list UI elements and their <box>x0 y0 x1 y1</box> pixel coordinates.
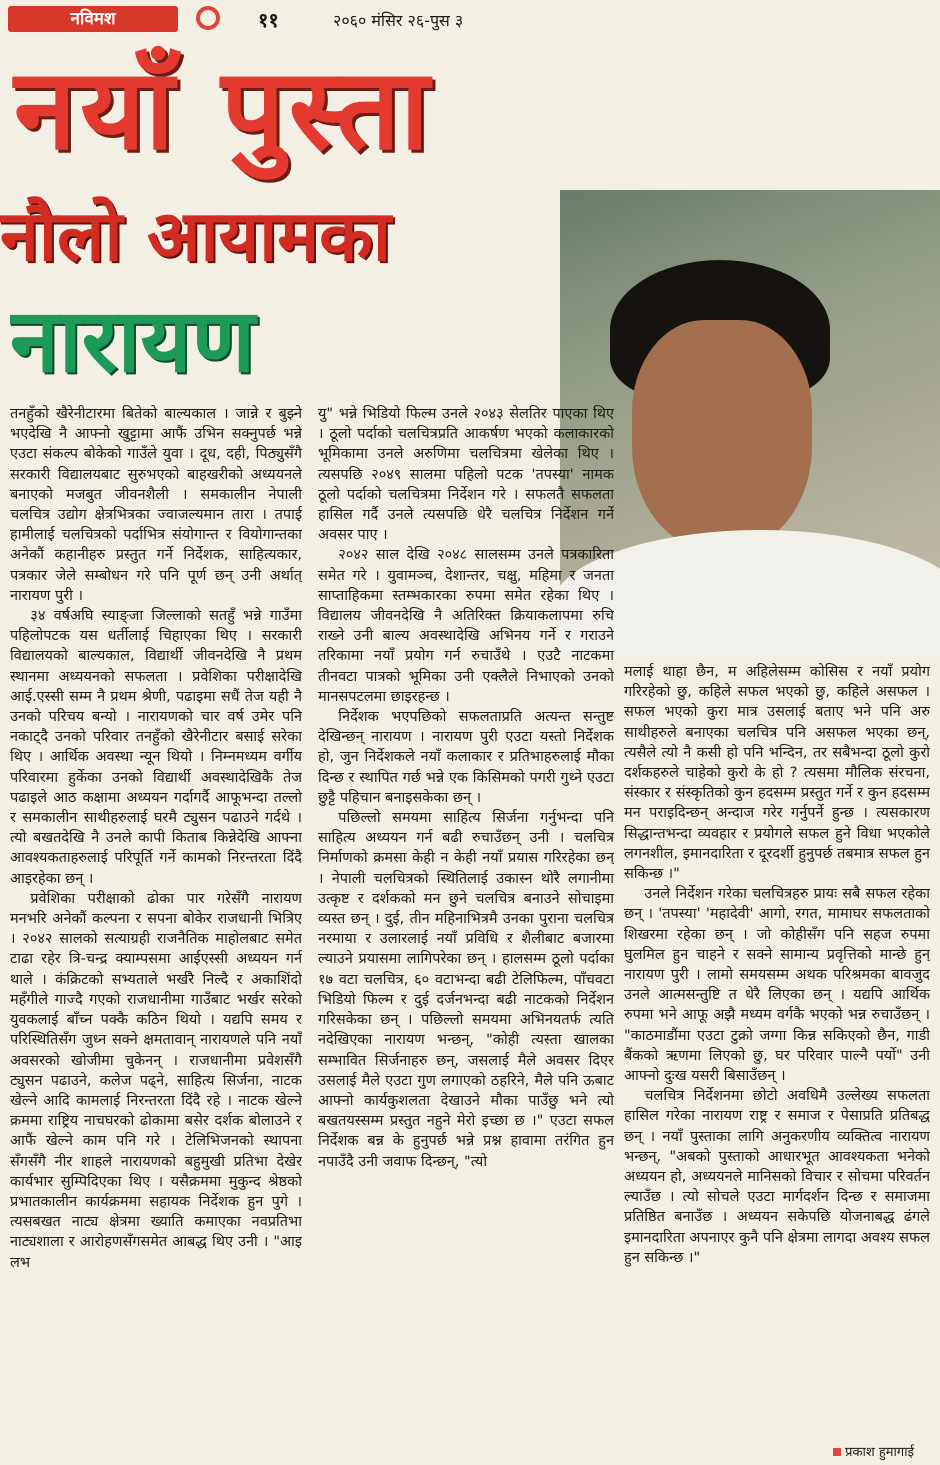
section-title: नयाँ पुस्ता <box>14 45 434 175</box>
byline <box>833 1442 914 1460</box>
masthead <box>0 0 940 180</box>
paragraph: निर्देशक भएपछिको सफलताप्रति अत्यन्त सन्तुष्ट देखिन्छन् नारायण । नारायण पुरी एउटा यस्तो निर्देशक हो, जुन निर्देशकले नयाँ कलाकार र प्रतिभाहरुलाई मौका दिन्छ र स्थापित गर्छ भन्ने एक किसिमको पगरी गुथ्ने एउटा छुट्टै पहिचान बनाइसकेका छन् । <box>318 709 614 806</box>
page-number: ११ <box>258 8 279 32</box>
headline-line-2: नारायण <box>10 296 256 386</box>
paragraph: ३४ वर्षअघि स्याङ्जा जिल्लाको सतहुँ भन्ने गाउँमा पहिलोपटक यस धर्तीलाई चिहाएका थिए । सरकारी विद्यालयको बाल्यकाल, विद्यार्थी जीवनदेखि नै प्रथम स्थानमा अध्ययनको सफलता । प्रवेशिका परीक्षादेखि आई.एस्सी सम्म नै प्रथम श्रेणी, पढाइमा सधैं तेज यही नै उनको परिचय बन्यो । नारायणको चार वर्ष उमेर पनि नकाट्दै उनको परिवार तनहुँको खैरेनीटार बसाई सरेका थिए । आर्थिक अवस्था न्यून थियो । निम्नमध्यम वर्गीय परिवारमा हुर्केका उनको विद्यार्थी अवस्थादेखिकै तेज पढाइले आठ कक्षामा अध्ययन गर्दागर्दै आफूभन्दा तल्लो र समकालीन साथीहरुलाई घरमै ट्युसन पढाउने गर्दथे । त्यो बखतदेखि नै उनले कापी किताब किन्नेदेखि आफ्ना आवश्यकताहरुलाई परिपूर्ति गर्ने कामको निरन्तरता दिंदै आइरहेका छन् । <box>10 608 302 887</box>
paragraph: तनहुँको खैरेनीटारमा बितेको बाल्यकाल । जान्ने र बुझ्ने भएदेखि नै आफ्नो खुट्टामा आफैं उभिन सक्नुपर्छ भन्ने एउटा संकल्प बोकेको गाउँले युवा । दूध, दही, पिठ्युसँगै सरकारी विद्यालयबाट सुरुभएको बाहखरीको अध्ययनले बनाएको मजबुत जीवनशैली । समकालीन नेपाली चलचित्र उद्योग क्षेत्रभित्रका ज्वाजल्यमान तारा । तपाई हामीलाई चलचित्रको पर्दाभित्र संयोगान्त र वियोगान्तका अनेकौं कहानीहरु प्रस्तुत गर्ने निर्देशक, साहित्यकार, पत्रकार जेले सम्बोधन गरे पनि पूर्ण छन् उनी अर्थात् नारायण पुरी । <box>10 406 302 604</box>
issue-date: २०६० मंसिर २६-पुस ३ <box>333 11 464 30</box>
paragraph: चलचित्र निर्देशनमा छोटो अवधिमै उल्लेख्य सफलता हासिल गरेका नारायण राष्ट्र र समाज र पेसाप्रति प्रतिबद्ध छन् । नयाँ पुस्ताका लागि अनुकरणीय व्यक्तित्व नारायण भन्छन्, "अबको पुस्ताको आधारभूत आवश्यकता भनेको अध्ययन हो, अध्ययनले मानिसको विचार र सोचमा परिवर्तन ल्याउँछ । त्यो सोचले एउटा मार्गदर्शन दिन्छ र समाजमा प्रतिष्ठित बनाउँछ । अध्ययन सकेपछि योजनाबद्ध ढंगले इमानदारिता अपनाएर कुनै पनि क्षेत्रमा लागदा अवश्य सफल हुन सकिन्छ ।" <box>624 1088 930 1266</box>
paragraph: प्रवेशिका परीक्षाको ढोका पार गरेसँगै नारायण मनभरि अनेकौं कल्पना र सपना बोकेर राजधानी भित्रिए । २०४२ सालको सत्याग्रही राजनैतिक माहोलबाट समेत टाढा रहेर त्रि-चन्द्र क्याम्पसमा आईएस्सी अध्ययन गर्न थाले । कंक्रिटको सभ्यताले भर्खरै निल्दै र अकाशिंदो महँगीले गाज्दै गएको राजधानीमा गाउँबाट भर्खर सरेको युवकलाई बाँच्न पक्कै कठिन थियो । यद्यपि समय र परिस्थितिसँग जुध्न सक्ने क्षमतावान् नारायणले पनि नयाँ अवसरको खोजीमा चुकेनन् । राजधानीमा प्रवेशसँगै ट्युसन पढाउने, कलेज पढ्ने, साहित्य सिर्जना, नाटक खेल्ने आदि कामलाई निरन्तरता दिंदै रहे । नाटक खेल्ने क्रममा राष्ट्रिय नाचघरको ढोकामा बसेर दर्शक बोलाउने र आफैं खेल्ने काम पनि गरे । टेलिभिजनको स्थापना सँगसँगै नीर शाहले नारायणको बहुमुखी प्रतिभा देखेर कार्यभार सुम्पिदिएका थिए । यसैक्रममा मुकुन्द श्रेष्ठको प्रभातकालीन कार्यक्रममा सहायक निर्देशक हुन पुगे । त्यसबखत नाट्य क्षेत्रमा ख्याति कमाएका नवप्रतिभा नाट्यशाला र आरोहणसँगसमेत आबद्ध थिए उनी । "आइ लभ <box>10 890 302 1271</box>
article-column-3 <box>624 662 930 1462</box>
portrait-photo <box>560 190 940 656</box>
article-column-2 <box>318 404 614 1462</box>
paragraph: उनले निर्देशन गरेका चलचित्रहरु प्रायः सबै सफल रहेका छन् । 'तपस्या' 'महादेवी' आगो, रगत, मामाघर सफलताको शिखरमा रहेका छन् । जो कोहीसँग पनि सहज रुपमा घुलमिल हुन चाहने र सक्ने सामान्य प्रवृत्तिको मान्छे हुन् नारायण पुरी । लामो समयसम्म अथक परिश्रमका बावजुद उनले आत्मसन्तुष्टि त धेरै लिएका छन् । यद्यपि आर्थिक रुपमा भने आफू अझै मध्यम वर्गकै भएको भन्न रुचाउँछन् । "काठमाडौंमा एउटा टुक्रो जग्गा किन्न सकिएको छैन, गाडी बैंकको ऋणमा लिएको छु, घर परिवार पाल्नै पर्यो" उनी आफ्नो दुःख यसरी बिसाउँछन् । <box>624 886 930 1085</box>
paragraph: पछिल्लो समयमा साहित्य सिर्जना गर्नुभन्दा पनि साहित्य अध्ययन गर्न बढी रुचाउँछन् उनी । चलचित्र निर्माणको क्रमसा केही न केही नयाँ प्रयास गरिरहेका छन् । नेपाली चलचित्रको स्थितिलाई उकास्न थोरै लगानीमा उत्कृष्ट र दर्शकको मन छुने चलचित्र बनाउने सोचाइमा व्यस्त छन् । दुई, तीन महिनाभित्रमै उनका पुराना चलचित्र नरमाया र उलारलाई नयाँ प्रविधि र शैलीबाट बजारमा ल्याउने प्रयासमा लागिपरेका छन् । हालसम्म ठूलो पर्दाका १७ वटा चलचित्र, ६० वटाभन्दा बढी टेलिफिल्म, पाँचवटा भिडियो फिल्म र दुई दर्जनभन्दा बढी नाटकको निर्देशन गरिसकेका छन् । पछिल्लो समयमा अभिनयतर्फ त्यति नदेखिएका नारायण भन्छन्, "कोही त्यस्ता खालका सम्भावित सिर्जनाहरु छन्, जसलाई मैले अवसर दिएर उसलाई मैले एउटा गुण लगाएको ठहरिने, मैले पनि ऊबाट आफ्नो कार्यकुशलता देखाउने मौका पाउँछु भने त्यो बखतयस्सम्म प्रस्तुत नहुने मेरो इच्छा छ ।" एउटा सफल निर्देशक बन्न के हुनुपर्छ भन्ने प्रश्न हावामा तरंगित हुन नपाउँदै उनी जवाफ दिन्छन्, "त्यो <box>318 810 614 1170</box>
paragraph: २०४२ साल देखि २०४८ सालसम्म उनले पत्रकारिता समेत गरे । युवामञ्च, देशान्तर, चक्षु, महिमा र जनता साप्ताहिकमा स्तम्भकारका रुपमा समेत रहेका थिए । विद्यालय जीवनदेखि नै अतिरिक्त क्रियाकलापमा रुचि राख्ने उनी बाल्य अवस्थादेखि अभिनय गर्ने र गराउने तरिकामा नयाँ प्रयोग गर्न रुचाउँथे । एउटै नाटकमा तीनवटा पात्रको भूमिका उनी एक्लैले निभाएको उनको मानसपटलमा छाइरहन्छ । <box>318 547 614 705</box>
newspaper-logo: नविमश <box>8 6 178 32</box>
byline-square-icon <box>833 1448 841 1456</box>
om-symbol-icon <box>196 6 220 30</box>
photo-shirt <box>560 530 940 656</box>
headline-line-1: नौलो आयामका <box>0 195 391 277</box>
paragraph: यु" भन्ने भिडियो फिल्म उनले २०४३ सेलतिर पाएका थिए । ठूलो पर्दाको चलचित्रप्रति आकर्षण भएको कलाकारको भूमिकामा उनले अरुणिमा चलचित्रमा खेलेका थिए । त्यसपछि २०४९ सालमा पहिलो पटक 'तपस्या' नामक ठूलो पर्दाको चलचित्रमा निर्देशन गरे । सफलतै सफलता हासिल गर्दै उनले त्यसपछि धेरै चलचित्र निर्देशन गर्ने अवसर पाए । <box>318 406 614 544</box>
paragraph: मलाई थाहा छैन, म अहिलेसम्म कोसिस र नयाँ प्रयोग गरिरहेको छु, कहिले सफल भएको छु, कहिले असफल । सफल भएको कुरा मात्र उसलाई बताए भने पनि अरु साथीहरुले बनाएका चलचित्र पनि असफल भएका छन्, त्यसैले त्यो नै कसी हो पनि भन्दिन, तर सबैभन्दा ठूलो कुरो दर्शकहरुले चाहेको कुरो के हो ? त्यसमा मौलिक संरचना, संस्कार र संस्कृतिको कुन हदसम्म प्रस्तुत गर्ने र कुन हदसम्म मन पराइदिन्छन् अन्दाज गरेर गर्नुपर्ने हुन्छ । त्यसकारण सिद्धान्तभन्दा व्यवहार र प्रयोगले सफल हुने विधा भएकोले लगनशील, इमानदारिता र दूरदर्शी हुनुपर्छ तबमात्र सफल हुन सकिन्छ ।" <box>624 664 930 883</box>
photo-face <box>632 320 812 550</box>
author-name: प्रकाश हुमागाई <box>845 1445 914 1460</box>
article-column-1 <box>10 404 302 1462</box>
